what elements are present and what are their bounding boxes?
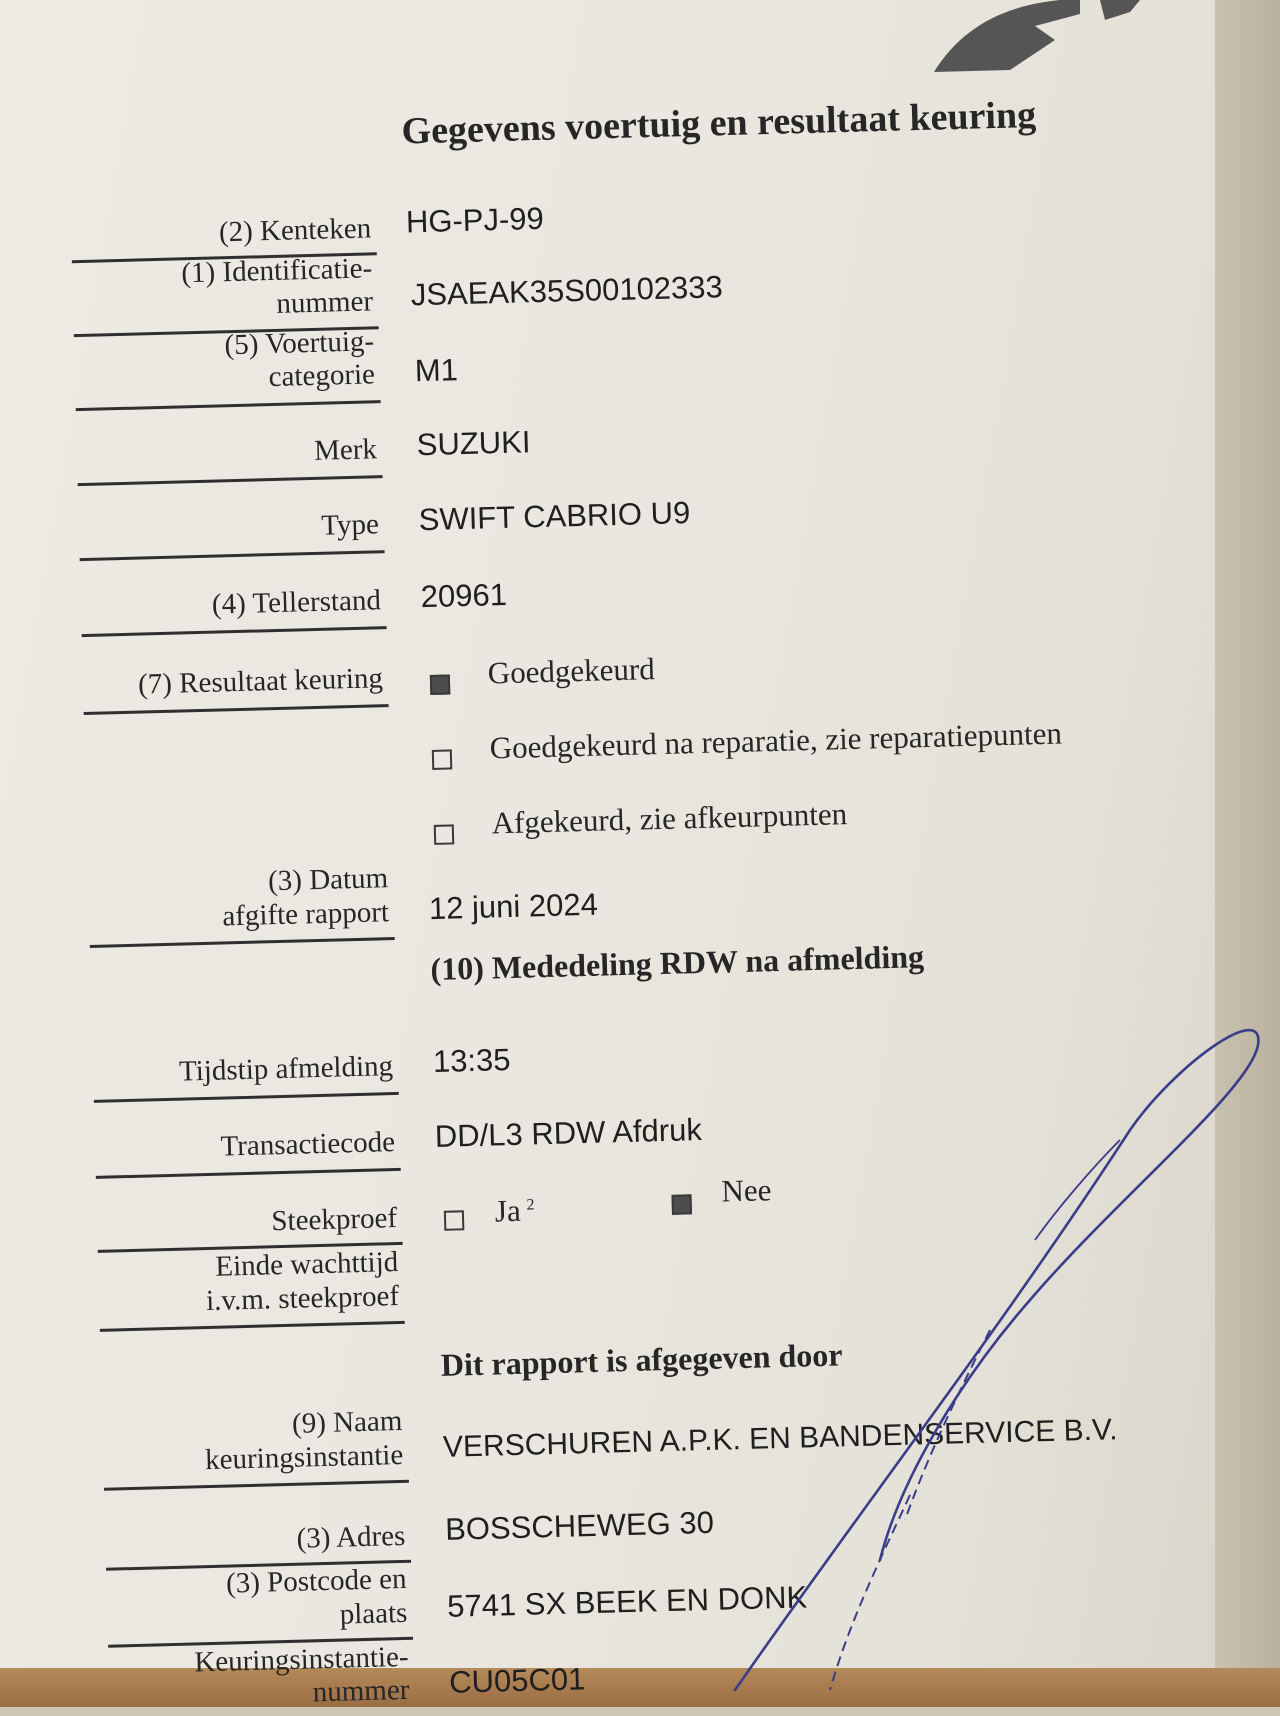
checkbox-afgekeurd — [434, 824, 455, 845]
label-naam-2: keuringsinstantie — [204, 1438, 404, 1477]
label-instantienummer-2: nummer — [312, 1673, 410, 1709]
rule-datum — [90, 937, 395, 948]
checkbox-steekproef-nee — [672, 1194, 693, 1215]
value-tijdstip: 13:35 — [432, 1042, 511, 1080]
value-postcode: 5741 SX BEEK EN DONK — [446, 1579, 808, 1624]
option-afgekeurd: Afgekeurd, zie afkeurpunten — [491, 796, 848, 841]
rule-categorie — [76, 400, 381, 411]
value-categorie: M1 — [414, 352, 459, 389]
value-datum: 12 juni 2024 — [428, 886, 599, 927]
value-tellerstand: 20961 — [420, 576, 508, 615]
label-wachttijd-1: Einde wachttijd — [215, 1246, 399, 1283]
label-postcode-2: plaats — [339, 1596, 408, 1631]
checkbox-goedgekeurd-na-reparatie — [432, 749, 453, 770]
value-type: SWIFT CABRIO U9 — [418, 495, 691, 538]
label-categorie-1: (5) Voertuig- — [224, 325, 375, 362]
checkbox-goedgekeurd — [430, 674, 451, 695]
label-identificatie-2: nummer — [275, 285, 374, 320]
label-datum-1: (3) Datum — [267, 862, 389, 898]
label-steekproef: Steekproef — [271, 1202, 398, 1238]
label-tellerstand: (4) Tellerstand — [211, 584, 382, 621]
rule-tijdstip — [94, 1092, 399, 1103]
label-postcode-1: (3) Postcode en — [225, 1562, 407, 1600]
page-title: Gegevens voertuig en resultaat keuring — [401, 93, 1037, 153]
label-identificatie-1: (1) Identificatie- — [180, 252, 373, 290]
value-transactiecode: DD/L3 RDW Afdruk — [434, 1112, 703, 1154]
label-kenteken: (2) Kenteken — [218, 212, 372, 249]
rule-naam — [104, 1480, 409, 1491]
label-datum-2: afgifte rapport — [221, 896, 390, 933]
label-resultaat: (7) Resultaat keuring — [137, 662, 384, 701]
value-identificatie: JSAEAK35S00102333 — [410, 269, 724, 313]
option-steekproef-ja — [494, 1192, 535, 1229]
rule-type — [80, 550, 385, 561]
label-transactiecode: Transactiecode — [220, 1126, 396, 1163]
rule-resultaat — [84, 704, 389, 715]
label-naam-1: (9) Naam — [291, 1404, 403, 1440]
label-tijdstip: Tijdstip afmelding — [178, 1050, 394, 1088]
label-adres: (3) Adres — [296, 1519, 406, 1555]
value-merk: SUZUKI — [416, 424, 531, 463]
rule-tellerstand — [82, 626, 387, 637]
checkbox-steekproef-ja — [444, 1210, 465, 1231]
label-instantienummer-1: Keuringsinstantie- — [193, 1640, 409, 1679]
option-goedgekeurd: Goedgekeurd — [487, 651, 656, 691]
value-adres: BOSSCHEWEG 30 — [444, 1504, 715, 1547]
label-type: Type — [320, 508, 380, 542]
value-instantienummer: CU05C01 — [448, 1661, 586, 1700]
rule-wachttijd — [100, 1321, 405, 1332]
label-merk: Merk — [313, 433, 378, 467]
label-categorie-2: categorie — [268, 358, 376, 394]
footnote-marker: 2 — [526, 1196, 535, 1214]
label-wachttijd-2: i.v.m. steekproef — [205, 1280, 400, 1318]
option-goedgekeurd-na-reparatie: Goedgekeurd na reparatie, zie reparatiepunten — [489, 715, 1063, 766]
option-steekproef-nee: Nee — [720, 1172, 772, 1209]
value-naam: VERSCHUREN A.P.K. EN BANDENSERVICE B.V. — [442, 1413, 1118, 1464]
value-kenteken: HG-PJ-99 — [405, 200, 545, 240]
heading-afgifte: Dit rapport is afgegeven door — [440, 1336, 843, 1383]
rule-transactiecode — [96, 1168, 401, 1179]
option-steekproef-ja-text: Ja — [494, 1192, 522, 1229]
rule-merk — [78, 475, 383, 486]
heading-rdw: (10) Mededeling RDW na afmelding — [430, 938, 925, 988]
